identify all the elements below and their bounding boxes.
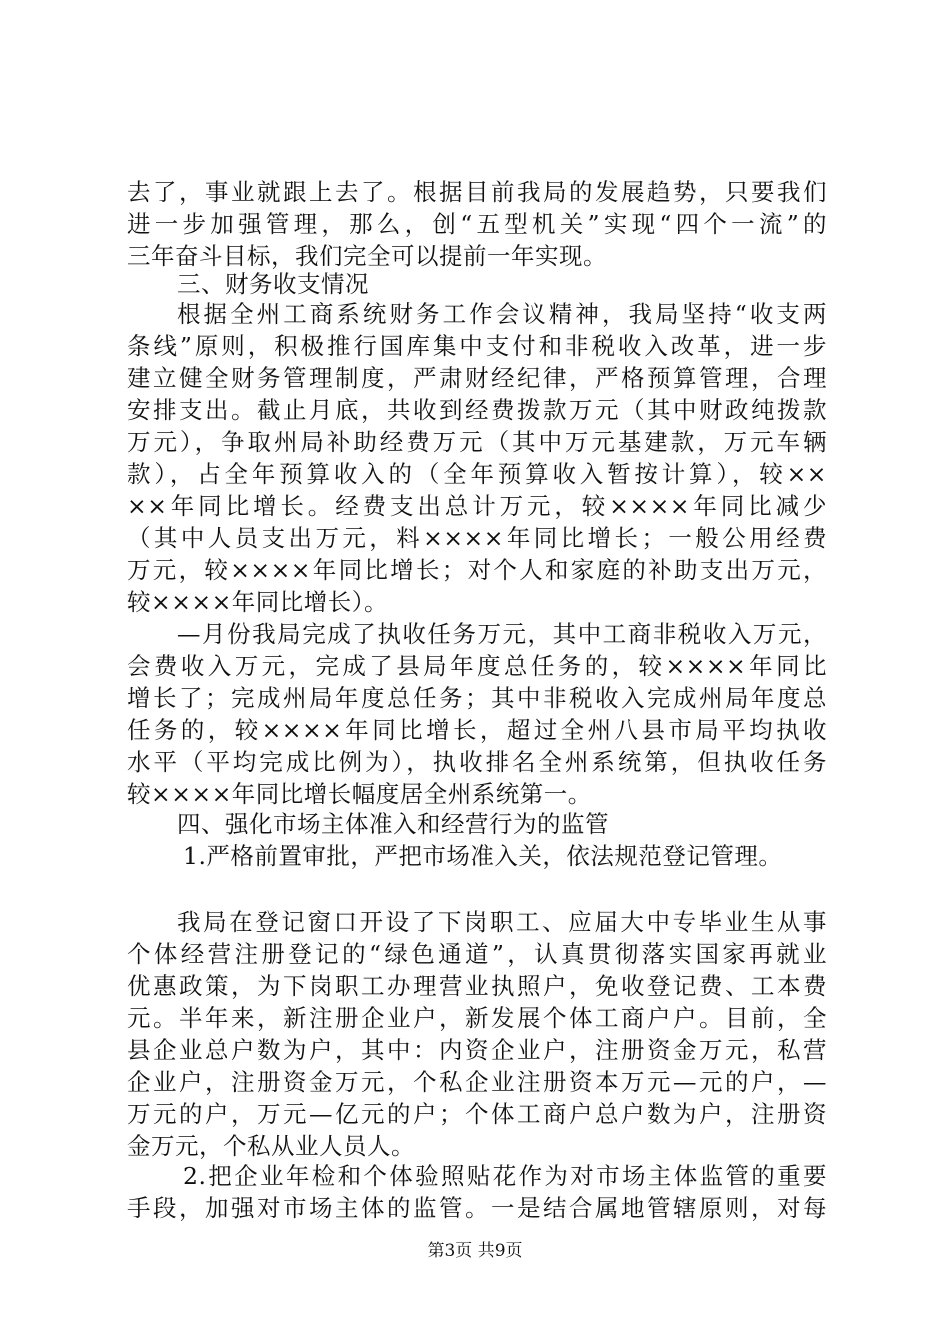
body-line: 安排支出。截止月底，共收到经费拨款万元（其中财政纯拨款	[127, 396, 827, 424]
body-line: 优惠政策，为下岗职工办理营业执照户，免收登记费、工本费	[127, 972, 827, 1000]
body-line: 建立健全财务管理制度，严肃财经纪律，严格预算管理，合理	[127, 364, 827, 392]
subsection-heading: 1.严格前置审批，严把市场准入关，依法规范登记管理。	[183, 842, 783, 870]
body-line: 水平（平均完成比例为），执收排名全州系统第，但执收任务	[127, 748, 827, 776]
page-number-footer: 第3页 共9页	[427, 1241, 523, 1261]
body-line: 进一步加强管理，那么，创“五型机关”实现“四个一流”的	[127, 210, 827, 238]
body-line: 任务的，较××××年同比增长，超过全州八县市局平均执收	[127, 716, 827, 744]
body-line: 我局在登记窗口开设了下岗职工、应届大中专毕业生从事	[177, 908, 827, 936]
body-line: 万元），争取州局补助经费万元（其中万元基建款，万元车辆	[127, 428, 827, 456]
body-line: —月份我局完成了执收任务万元，其中工商非税收入万元，	[177, 620, 827, 648]
body-line: 三年奋斗目标，我们完全可以提前一年实现。	[127, 242, 607, 270]
body-line: 企业户，注册资金万元，个私企业注册资本万元—元的户，—	[127, 1068, 827, 1096]
body-line: 手段，加强对市场主体的监管。一是结合属地管辖原则，对每	[127, 1194, 827, 1222]
body-line: 万元，较××××年同比增长；对个人和家庭的补助支出万元，	[127, 556, 827, 584]
body-line: 会费收入万元，完成了县局年度总任务的，较××××年同比	[127, 652, 827, 680]
subsection-heading: 2.把企业年检和个体验照贴花作为对市场主体监管的重要	[183, 1162, 827, 1190]
body-line: 去了，事业就跟上去了。根据目前我局的发展趋势，只要我们	[127, 178, 827, 206]
body-line: 金万元，个私从业人员人。	[127, 1132, 415, 1160]
body-line: 根据全州工商系统财务工作会议精神，我局坚持“收支两	[177, 300, 827, 328]
body-line: （其中人员支出万元，料××××年同比增长；一般公用经费	[127, 524, 827, 552]
body-line: 县企业总户数为户，其中：内资企业户，注册资金万元，私营	[127, 1036, 827, 1064]
body-line: 个体经营注册登记的“绿色通道”，认真贯彻落实国家再就业	[127, 940, 827, 968]
body-line: 元。半年来，新注册企业户，新发展个体工商户户。目前，全	[127, 1004, 827, 1032]
body-line: 万元的户，万元—亿元的户；个体工商户总户数为户，注册资	[127, 1100, 827, 1128]
body-line: ××年同比增长。经费支出总计万元，较××××年同比减少	[127, 492, 827, 520]
body-line: 款），占全年预算收入的（全年预算收入暂按计算），较××	[127, 460, 827, 488]
body-line: 较××××年同比增长幅度居全州系统第一。	[127, 780, 592, 808]
body-line: 条线”原则，积极推行国库集中支付和非税收入改革，进一步	[127, 332, 827, 360]
section-heading: 四、强化市场主体准入和经营行为的监管	[177, 810, 609, 838]
section-heading: 三、财务收支情况	[177, 270, 369, 298]
body-line: 增长了；完成州局年度总任务；其中非税收入完成州局年度总	[127, 684, 827, 712]
body-line: 较××××年同比增长）。	[127, 588, 389, 616]
